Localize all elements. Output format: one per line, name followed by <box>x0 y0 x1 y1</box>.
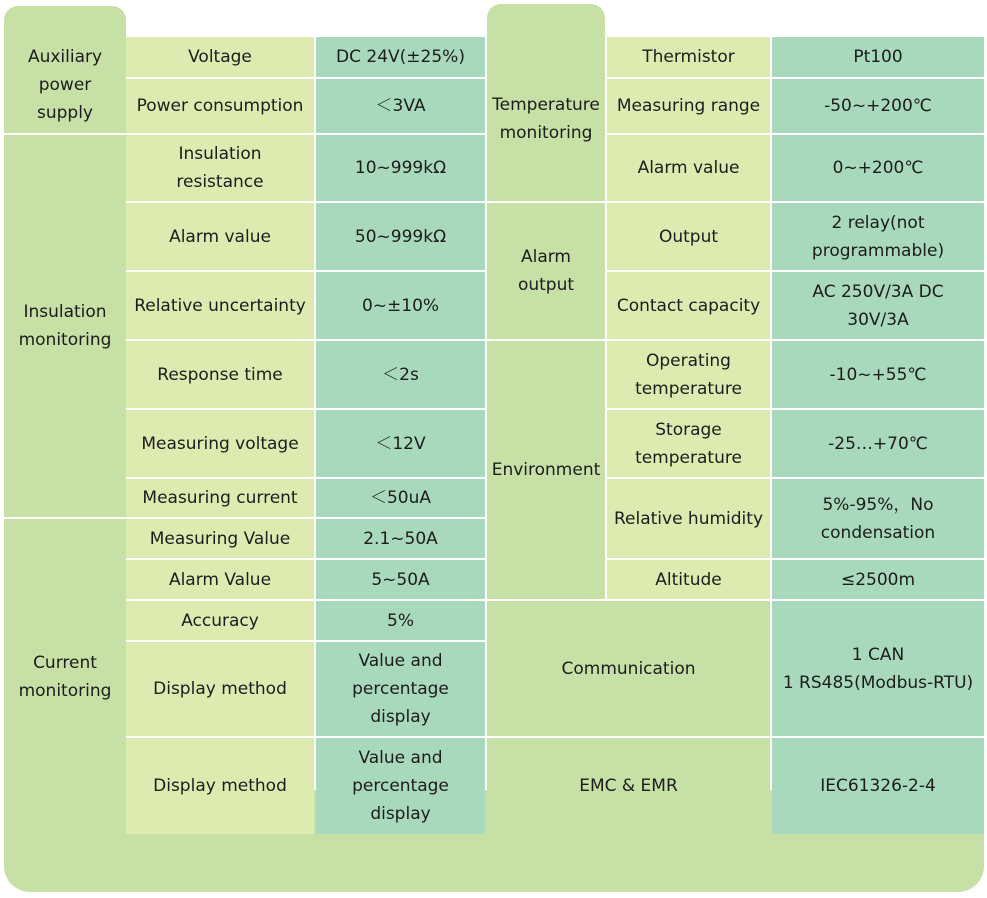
right-param: Thermistor <box>607 37 770 77</box>
left-value: 5% <box>316 601 485 640</box>
left-param: Measuring Value <box>126 519 314 558</box>
right-value: -50~+200℃ <box>772 79 984 133</box>
left-param: Measuring voltage <box>126 410 314 477</box>
group-current-monitoring: Current monitoring <box>4 519 126 834</box>
left-param: Display method <box>126 738 314 834</box>
right-param: Storage temperature <box>607 410 770 477</box>
left-value: Value and percentage display <box>316 738 485 834</box>
left-param: Alarm Value <box>126 560 314 599</box>
left-param: Voltage <box>126 37 314 77</box>
left-value: ＜50uA <box>316 479 485 517</box>
left-param: Relative uncertainty <box>126 272 314 339</box>
left-param: Display method <box>126 642 314 736</box>
emc-emr-value: IEC61326-2-4 <box>772 738 984 834</box>
right-value: -10~+55℃ <box>772 341 984 408</box>
right-value: AC 250V/3A DC 30V/3A <box>772 272 984 339</box>
right-value: -25…+70℃ <box>772 410 984 477</box>
right-value: 0~+200℃ <box>772 135 984 201</box>
communication-value: 1 CAN 1 RS485(Modbus-RTU) <box>772 601 984 736</box>
right-value: 5%-95%，No condensation <box>772 479 984 558</box>
group-auxiliary-power: Auxiliary power supply <box>4 37 126 133</box>
emc-emr-label: EMC & EMR <box>487 738 770 834</box>
group-alarm-output: Alarm output <box>487 203 605 339</box>
left-param: Response time <box>126 341 314 408</box>
left-value: Value and percentage display <box>316 642 485 736</box>
right-param: Contact capacity <box>607 272 770 339</box>
left-param: Measuring current <box>126 479 314 517</box>
right-param: Altitude <box>607 560 770 599</box>
right-param: Relative humidity <box>607 479 770 558</box>
left-param: Accuracy <box>126 601 314 640</box>
communication-label: Communication <box>487 601 770 736</box>
left-value: 2.1~50A <box>316 519 485 558</box>
right-value: Pt100 <box>772 37 984 77</box>
left-value: ＜2s <box>316 341 485 408</box>
left-value: 10~999kΩ <box>316 135 485 201</box>
right-param: Alarm value <box>607 135 770 201</box>
left-value: ＜3VA <box>316 79 485 133</box>
right-value: 2 relay(not programmable) <box>772 203 984 270</box>
left-param: Alarm value <box>126 203 314 270</box>
right-param: Measuring range <box>607 79 770 133</box>
right-value: ≤2500m <box>772 560 984 599</box>
group-insulation-monitoring: Insulation monitoring <box>4 135 126 517</box>
left-param: Power consumption <box>126 79 314 133</box>
left-param: Insulation resistance <box>126 135 314 201</box>
group-temperature-monitoring: Temperature monitoring <box>487 37 605 201</box>
left-value: 50~999kΩ <box>316 203 485 270</box>
left-value: ＜12V <box>316 410 485 477</box>
left-value: 5~50A <box>316 560 485 599</box>
right-param: Output <box>607 203 770 270</box>
left-value: 0~±10% <box>316 272 485 339</box>
group-environment: Environment <box>487 341 605 599</box>
right-param: Operating temperature <box>607 341 770 408</box>
left-value: DC 24V(±25%) <box>316 37 485 77</box>
